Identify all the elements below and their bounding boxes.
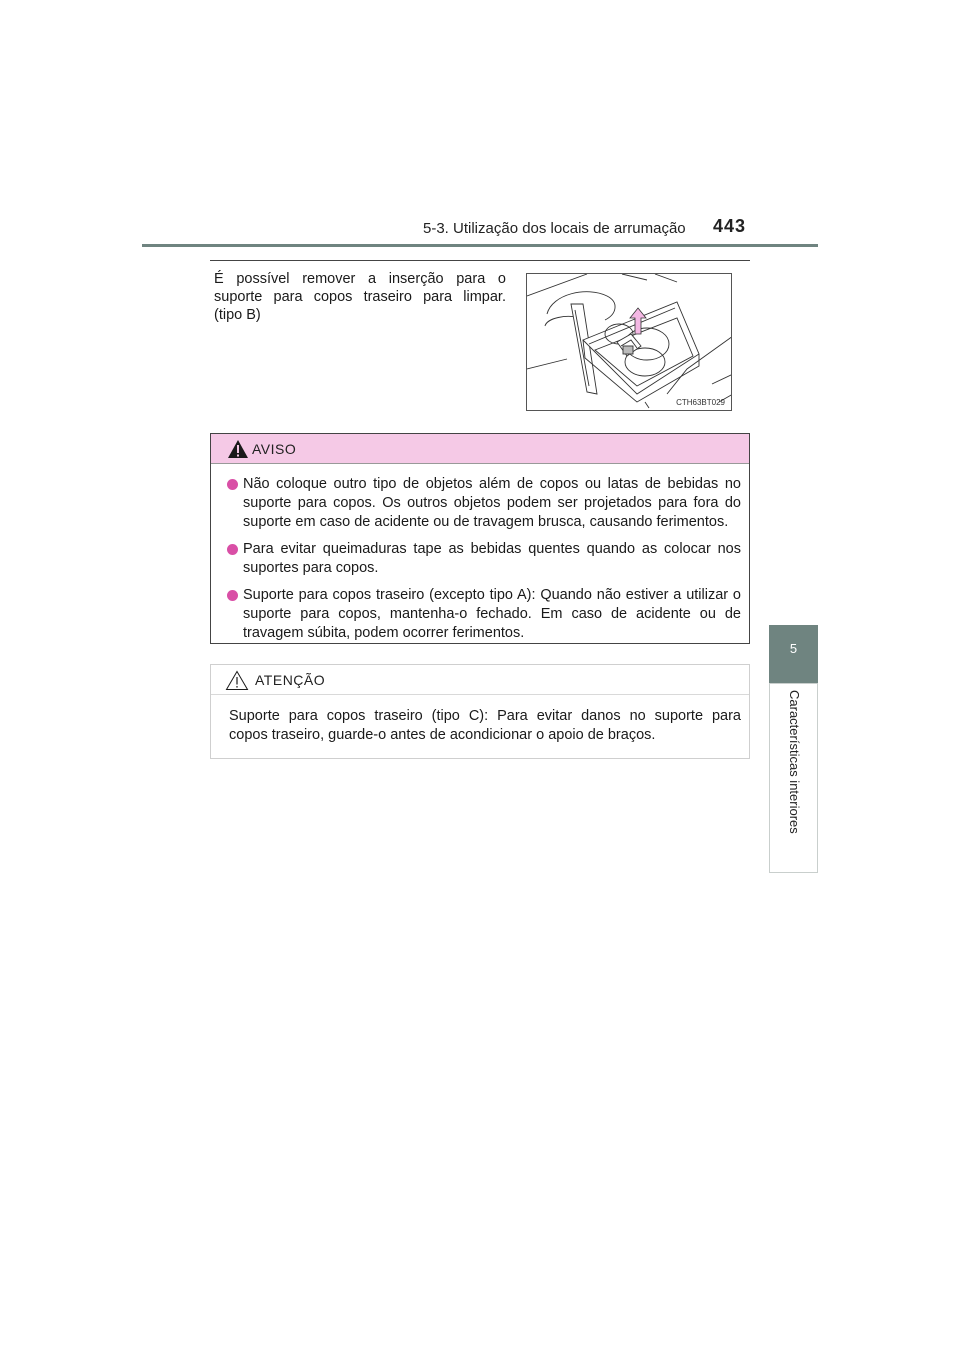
warning-item-text: Para evitar queimaduras tape as bebidas quentes quando as colocar nos suportes para copos. xyxy=(243,541,741,576)
warning-item xyxy=(243,475,741,532)
page-number: 443 xyxy=(713,216,747,236)
section-title: 5-3. Utilização dos locais de arrumação xyxy=(423,220,686,237)
caution-line: copos traseiro, guarde-o antes de acondicionar o apoio de braços. xyxy=(229,727,656,743)
bullet-icon xyxy=(227,590,238,601)
caution-line: Suporte para copos traseiro (tipo C): Para evitar danos no suporte para xyxy=(229,708,741,724)
chapter-label: Características interiores xyxy=(787,690,802,834)
content-top-rule xyxy=(210,260,750,261)
chapter-number: 5 xyxy=(789,641,798,656)
cup-holder-drawing xyxy=(527,274,732,411)
bullet-icon xyxy=(227,479,238,490)
warning-item xyxy=(243,540,741,578)
caution-title: ATENÇÃO xyxy=(255,672,326,688)
intro-paragraph xyxy=(214,270,506,324)
caution-paragraph xyxy=(211,695,749,745)
warning-list xyxy=(211,464,749,643)
warning-header xyxy=(211,434,749,464)
warning-item-text: Suporte para copos traseiro (excepto tipo A): Quando não estiver a utilizar o suporte para copos, mantenha-o fechado. Em caso de acidente ou de travagem súbita, podem ocorrer ferimentos. xyxy=(243,587,741,641)
cup-holder-illustration xyxy=(526,273,732,411)
warning-box xyxy=(210,433,750,644)
warning-title: AVISO xyxy=(252,441,297,457)
intro-line: É possível remover a inserção para o xyxy=(214,271,506,287)
caution-box xyxy=(210,664,750,759)
caution-triangle-icon xyxy=(225,670,249,691)
caution-header xyxy=(211,665,749,695)
intro-line: suporte para copos traseiro para limpar. xyxy=(214,289,506,305)
header-rule xyxy=(142,244,818,247)
warning-triangle-icon xyxy=(227,439,249,459)
intro-line: (tipo B) xyxy=(214,307,261,323)
chapter-tab xyxy=(769,625,818,683)
figure-code: CTH63BT029 xyxy=(676,398,725,407)
bullet-icon xyxy=(227,544,238,555)
warning-item-text: Não coloque outro tipo de objetos além de copos ou latas de bebidas no suporte para copos. Os outros objetos podem ser projetados para fora do suporte em caso de acidente ou de travagem brusca, causando ferimentos. xyxy=(243,476,741,530)
warning-item xyxy=(243,586,741,643)
